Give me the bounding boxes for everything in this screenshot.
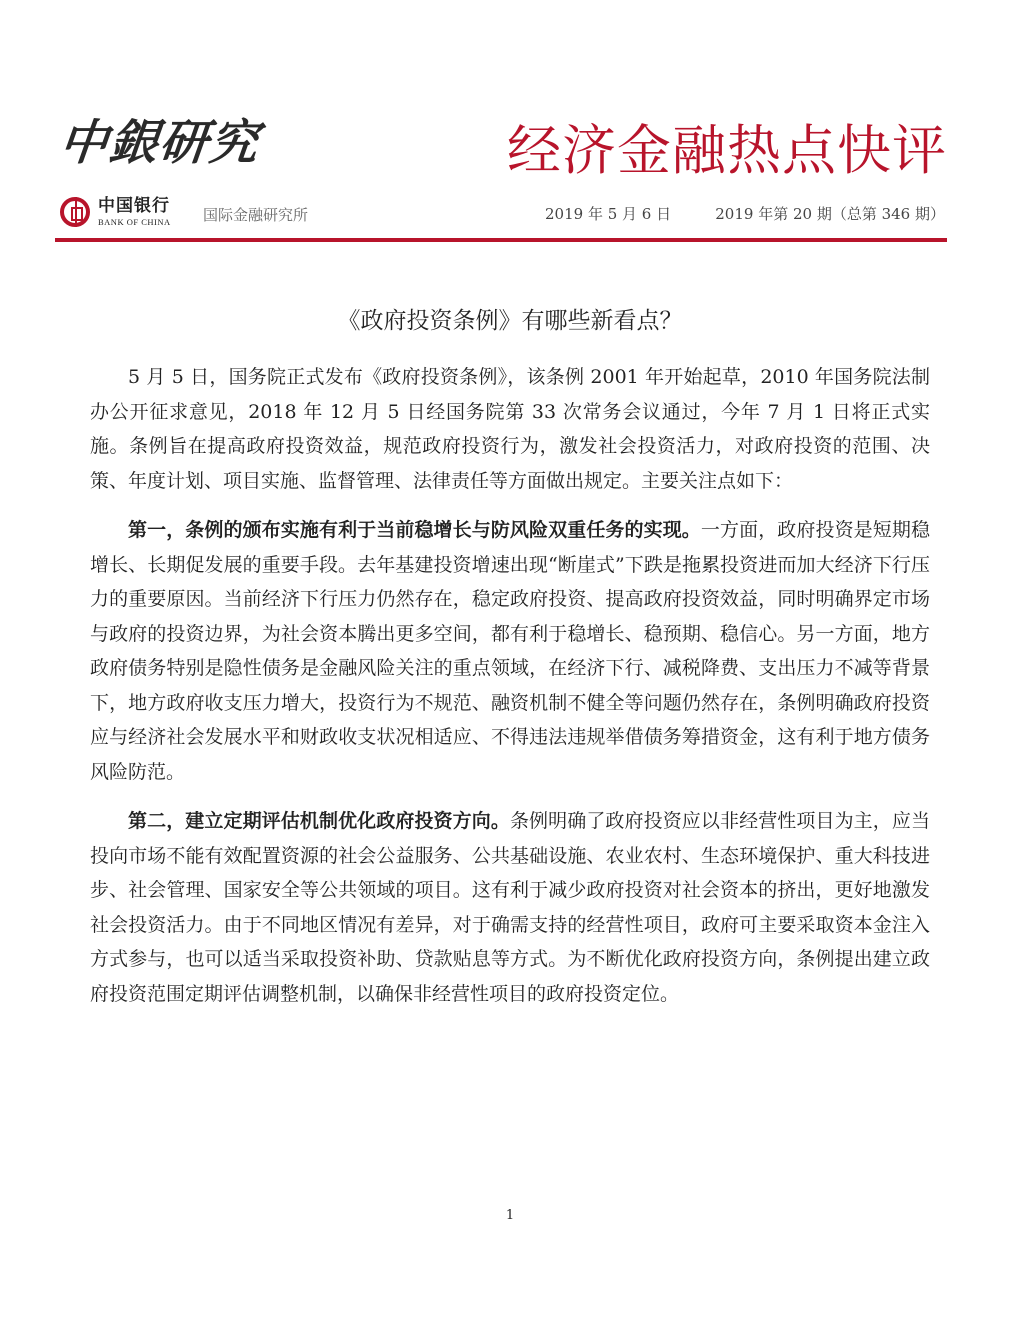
publication-title: 经济金融热点快评 — [507, 119, 947, 182]
boc-name-cn: 中国银行 — [98, 195, 170, 216]
publish-date: 2019 年 5 月 6 日 — [545, 205, 672, 223]
header-divider — [55, 238, 947, 242]
paragraph-intro — [90, 360, 930, 498]
article-title: 《政府投资条例》有哪些新看点？ — [337, 308, 683, 334]
institute-name: 国际金融研究所 — [203, 206, 309, 224]
paragraph-text: 一方面，政府投资是短期稳增长、长期促发展的重要手段。去年基建投资增速出现“断崖式”下跌是拖累投资进而加大经济下行压力的重要原因。当前经济下行压力仍然存在，稳定政府投资、提高政府投资效益，同时明确界定市场与政府的投资边界，为社会资本腾出更多空间，都有利于稳增长、稳预期、稳信心。另一方面，地方政府债务特别是隐性债务是金融风险关注的重点领域，在经济下行、减税降费、支出压力不减等背景下，地方政府收支压力增大，投资行为不规范、融资机制不健全等问题仍然存在，条例明确政府投资应与经济社会发展水平和财政收支状况相适应、不得违法违规举借债务筹措资金，这有利于地方债务风险防范。 — [90, 519, 930, 783]
page-header — [55, 98, 947, 248]
article-body — [90, 360, 930, 1026]
bank-of-china-logo — [60, 192, 171, 232]
issue-number: 2019 年第 20 期（总第 346 期） — [715, 205, 945, 223]
boc-research-logo: 中銀研究 — [56, 115, 263, 171]
paragraph-point-1 — [90, 513, 930, 789]
boc-name-en: BANK OF CHINA — [98, 216, 171, 227]
paragraph-text: 5 月 5 日，国务院正式发布《政府投资条例》，该条例 2001 年开始起草，2010 年国务院法制办公开征求意见，2018 年 12 月 5 日经国务院第 33 次常务会议通过，今年 7 月 1 日将正式实施。条例旨在提高政府投资效益，规范政府投资行为，激发社会投资活力，对政府投资的范围、决策、年度计划、项目实施、监督管理、法律责任等方面做出规定。主要关注点如下： — [90, 366, 930, 492]
paragraph-point-2 — [90, 804, 930, 1011]
boc-wordmark — [98, 195, 171, 227]
boc-emblem-icon — [60, 197, 90, 227]
paragraph-lead: 第二，建立定期评估机制优化政府投资方向。 — [128, 810, 510, 832]
page-number: 1 — [505, 1208, 515, 1223]
paragraph-text: 条例明确了政府投资应以非经营性项目为主，应当投向市场不能有效配置资源的社会公益服务、公共基础设施、农业农村、生态环境保护、重大科技进步、社会管理、国家安全等公共领域的项目。这有利于减少政府投资对社会资本的挤出，更好地激发社会投资活力。由于不同地区情况有差异，对于确需支持的经营性项目，政府可主要采取资本金注入方式参与，也可以适当采取投资补助、贷款贴息等方式。为不断优化政府投资方向，条例提出建立政府投资范围定期评估调整机制，以确保非经营性项目的政府投资定位。 — [90, 810, 930, 1005]
paragraph-lead: 第一，条例的颁布实施有利于当前稳增长与防风险双重任务的实现。 — [128, 519, 701, 541]
